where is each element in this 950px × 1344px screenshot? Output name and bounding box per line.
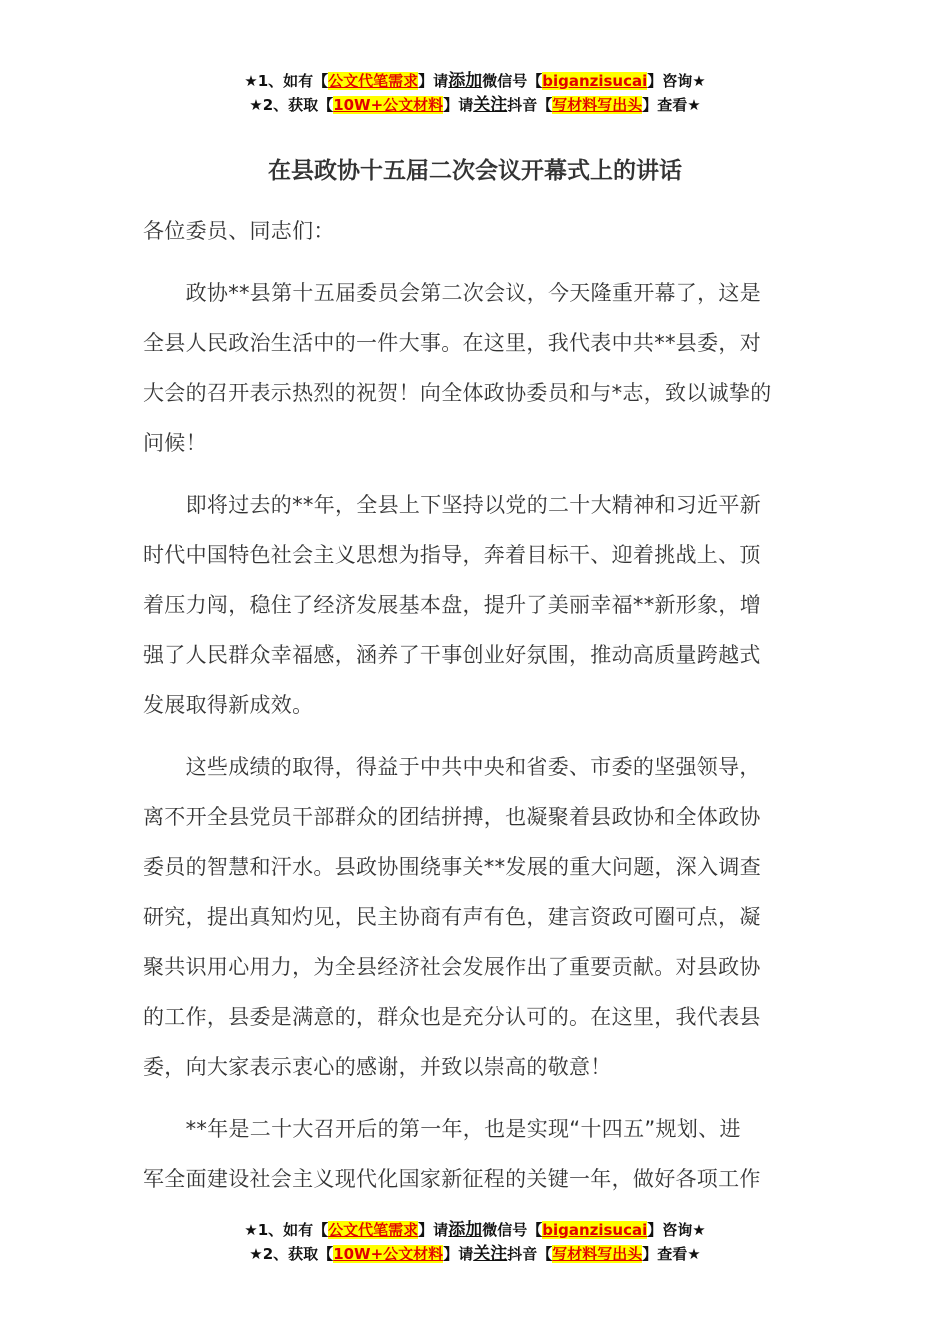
paragraph	[143, 274, 813, 474]
text-line: 强了人民群众幸福感，涵养了干事创业好氛围，推动高质量跨越式	[143, 643, 761, 667]
text-line: 问候！	[143, 431, 207, 455]
text-line: 时代中国特色社会主义思想为指导，奔着目标干、迎着挑战上、顶	[143, 543, 761, 567]
paragraph	[143, 748, 813, 1098]
text-line: 研究，提出真知灼见，民主协商有声有色，建言资政可圈可点，凝	[143, 905, 761, 929]
promo-line-1: ★1、如有【公文代笔需求】请添加微信号【biganzisucai】咨询★	[244, 71, 706, 91]
text-line: 政协**县第十五届委员会第二次会议，今天隆重开幕了，这是	[143, 281, 761, 305]
text-line: 聚共识用心用力，为全县经济社会发展作出了重要贡献。对县政协	[143, 955, 761, 979]
promo-line-2: ★2、获取【10W+公文材料】请关注抖音【写材料写出头】查看★	[249, 1244, 701, 1264]
text-line: 着压力闯，稳住了经济发展基本盘，提升了美丽幸福**新形象，增	[143, 593, 761, 617]
text-line: **年是二十大召开后的第一年，也是实现“十四五”规划、进	[143, 1117, 741, 1141]
text-line: 大会的召开表示热烈的祝贺！向全体政协委员和与*志，致以诚挚的	[143, 381, 772, 405]
salutation: 各位委员、同志们：	[143, 219, 335, 243]
paragraph	[143, 1110, 813, 1210]
text-line: 的工作，县委是满意的，群众也是充分认可的。在这里，我代表县	[143, 1005, 761, 1029]
promo-line-1: ★1、如有【公文代笔需求】请添加微信号【biganzisucai】咨询★	[244, 1220, 706, 1240]
paragraphs	[143, 274, 813, 1210]
text-line: 军全面建设社会主义现代化国家新征程的关键一年，做好各项工作	[143, 1167, 761, 1191]
text-line: 离不开全县党员干部群众的团结拼搏，也凝聚着县政协和全体政协	[143, 805, 761, 829]
text-line: 委，向大家表示衷心的感谢，并致以崇高的敬意！	[143, 1055, 612, 1079]
promo-banner-bottom	[0, 1218, 950, 1266]
paragraph	[143, 486, 813, 736]
text-line: 全县人民政治生活中的一件大事。在这里，我代表中共**县委，对	[143, 331, 761, 355]
text-line: 这些成绩的取得，得益于中共中央和省委、市委的坚强领导，	[143, 755, 761, 779]
promo-line-2: ★2、获取【10W+公文材料】请关注抖音【写材料写出头】查看★	[249, 95, 701, 115]
promo-banner-top	[0, 69, 950, 117]
text-line: 委员的智慧和汗水。县政协围绕事关**发展的重大问题，深入调查	[143, 855, 761, 879]
document-title: 在县政协十五届二次会议开幕式上的讲话	[268, 158, 682, 184]
text-line: 即将过去的**年，全县上下坚持以党的二十大精神和习近平新	[143, 493, 761, 517]
document-body	[143, 212, 813, 1222]
text-line: 发展取得新成效。	[143, 693, 314, 717]
